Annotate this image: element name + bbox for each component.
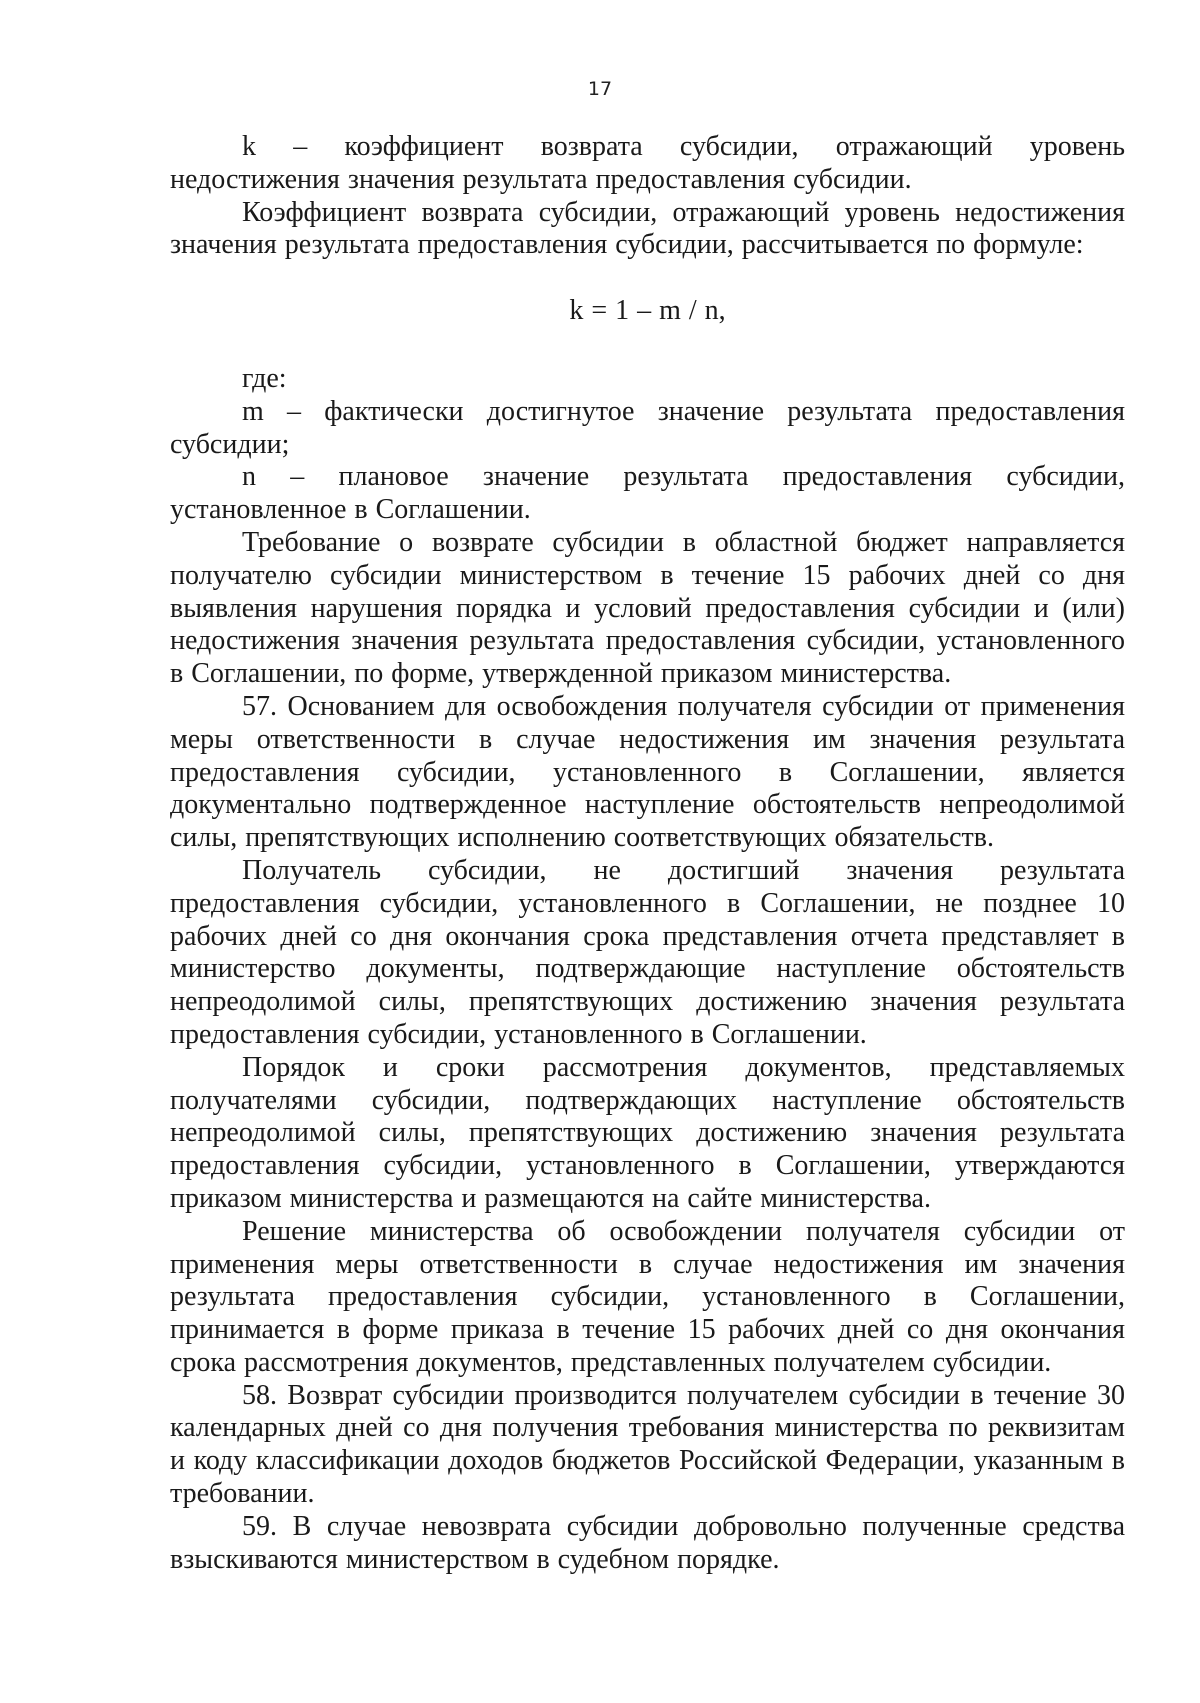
- paragraph-coefficient-intro: Коэффициент возврата субсидии, отражающий уровень недостижения значения результата предоставления субсидии, рассчитывается по формуле:: [170, 196, 1125, 261]
- paragraph-where: где:: [242, 362, 287, 394]
- paragraph-n-definition: n – плановое значение результата предоставления субсидии, установленное в Соглашении.: [170, 461, 1125, 526]
- paragraph-review-procedure: Порядок и сроки рассмотрения документов, представляемых получателями субсидии, подтверждающих наступление обстоятельств непреодолимой силы, препятствующих достижению значения результата предоставления субсидии, установленного в Соглашении, утверждаются приказом министерства и размещаются на сайте министерства.: [170, 1051, 1125, 1214]
- paragraph-recipient-documents: Получатель субсидии, не достигший значения результата предоставления субсидии, установленного в Соглашении, не позднее 10 рабочих дней со дня окончания срока представления отчета представляет в министерство документы, подтверждающие наступление обстоятельств непреодолимой силы, препятствующих достижению значения результата предоставления субсидии, установленного в Соглашении.: [170, 854, 1125, 1050]
- paragraph-exemption-decision: Решение министерства об освобождении получателя субсидии от применения меры ответственности в случае недостижения им значения результата предоставления субсидии, установленного в Соглашении, принимается в форме приказа в течение 15 рабочих дней со дня окончания срока рассмотрения документов, представленных получателем субсидии.: [170, 1215, 1125, 1378]
- paragraph-refund-requirement: Требование о возврате субсидии в областной бюджет направляется получателю субсидии министерством в течение 15 рабочих дней со дня выявления нарушения порядка и условий предоставления субсидии и (или) недостижения значения результата предоставления субсидии, установленного в Соглашении, по форме, утвержденной приказом министерства.: [170, 526, 1125, 690]
- formula: k = 1 – m / n,: [569, 295, 726, 327]
- page-number: 17: [587, 78, 613, 100]
- paragraph-59: 59. В случае невозврата субсидии добровольно полученные средства взыскиваются министерством в судебном порядке.: [170, 1510, 1125, 1575]
- paragraph-k-definition: k – коэффициент возврата субсидии, отражающий уровень недостижения значения результата предоставления субсидии.: [170, 131, 1125, 195]
- paragraph-58: 58. Возврат субсидии производится получателем субсидии в течение 30 календарных дней со дня получения требования министерства по реквизитам и коду классификации доходов бюджетов Российской Федерации, указанным в требовании.: [170, 1379, 1125, 1510]
- document-body: [170, 131, 1125, 1576]
- paragraph-57: 57. Основанием для освобождения получателя субсидии от применения меры ответственности в случае недостижения им значения результата предоставления субсидии, установленного в Соглашении, является документально подтвержденное наступление обстоятельств непреодолимой силы, препятствующих исполнению соответствующих обязательств.: [170, 690, 1125, 854]
- paragraph-m-definition: m – фактически достигнутое значение результата предоставления субсидии;: [170, 395, 1125, 460]
